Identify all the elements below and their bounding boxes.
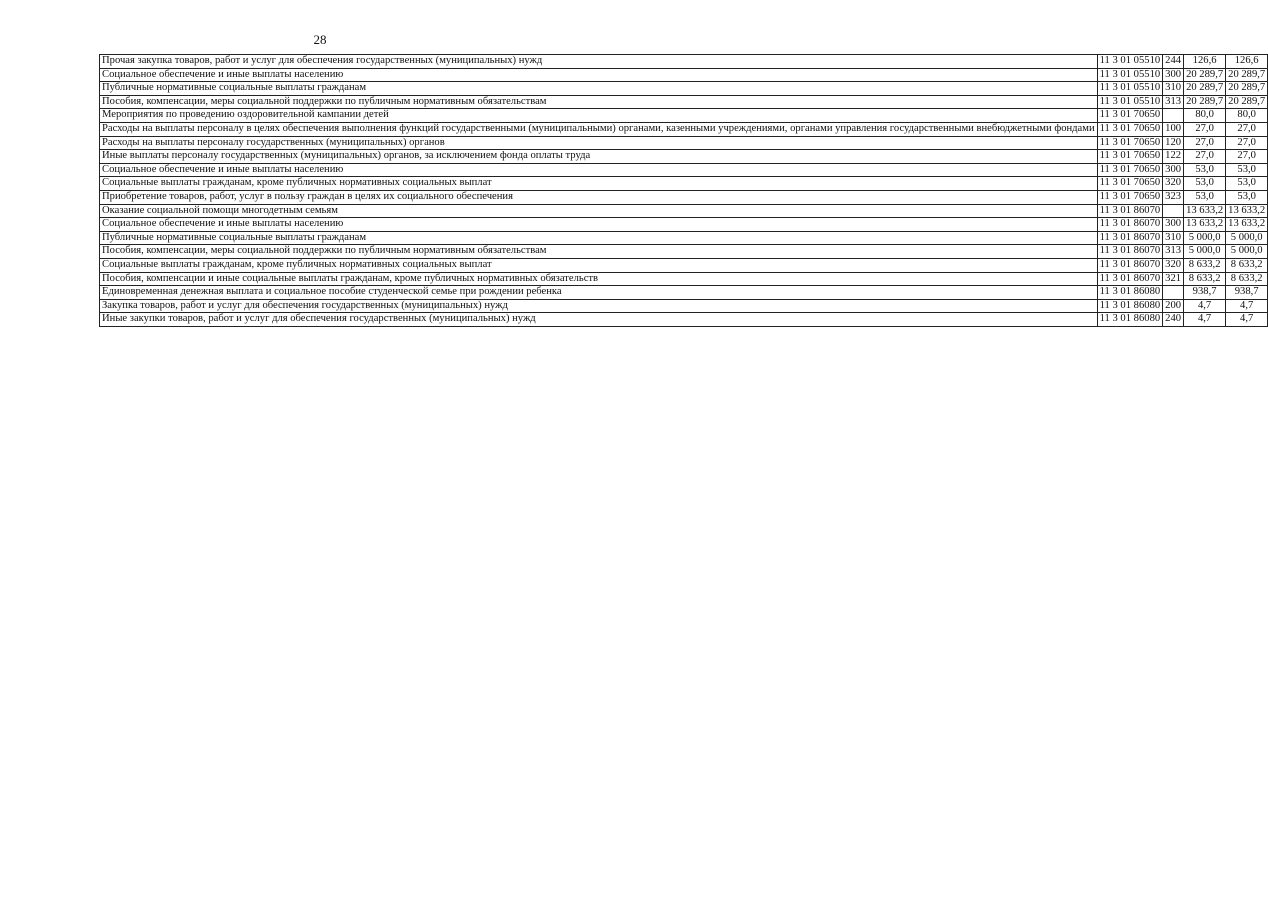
amount-year1-cell: 20 289,7 bbox=[1184, 95, 1226, 109]
expense-name-cell: Закупка товаров, работ и услуг для обеспечения государственных (муниципальных) нужд bbox=[100, 299, 1098, 313]
table-row bbox=[100, 136, 1268, 150]
expense-name-cell: Публичные нормативные социальные выплаты гражданам bbox=[100, 231, 1098, 245]
expense-name-cell: Расходы на выплаты персоналу в целях обеспечения выполнения функций государственными (муниципальными) органами, казенными учреждениями, органами управления государственными внебюджетными фондами bbox=[100, 122, 1098, 136]
expense-type-code-cell: 244 bbox=[1163, 55, 1184, 69]
target-article-code-cell: 11 3 01 70650 bbox=[1097, 109, 1163, 123]
expense-name-cell: Иные закупки товаров, работ и услуг для обеспечения государственных (муниципальных) нужд bbox=[100, 313, 1098, 327]
expense-type-code-cell: 310 bbox=[1163, 231, 1184, 245]
amount-year2-cell: 53,0 bbox=[1226, 190, 1268, 204]
expense-type-code-cell: 240 bbox=[1163, 313, 1184, 327]
amount-year2-cell: 20 289,7 bbox=[1226, 82, 1268, 96]
table-row bbox=[100, 55, 1268, 69]
expense-type-code-cell: 310 bbox=[1163, 82, 1184, 96]
table-row bbox=[100, 190, 1268, 204]
page-number: 28 bbox=[313, 32, 327, 47]
table-row bbox=[100, 272, 1268, 286]
expense-name-cell: Иные выплаты персоналу государственных (муниципальных) органов, за исключением фонда оплаты труда bbox=[100, 150, 1098, 164]
target-article-code-cell: 11 3 01 86070 bbox=[1097, 272, 1163, 286]
budget-table bbox=[99, 54, 1268, 327]
amount-year1-cell: 13 633,2 bbox=[1184, 204, 1226, 218]
amount-year1-cell: 4,7 bbox=[1184, 299, 1226, 313]
amount-year2-cell: 20 289,7 bbox=[1226, 95, 1268, 109]
expense-name-cell: Расходы на выплаты персоналу государственных (муниципальных) органов bbox=[100, 136, 1098, 150]
amount-year1-cell: 20 289,7 bbox=[1184, 68, 1226, 82]
target-article-code-cell: 11 3 01 86070 bbox=[1097, 245, 1163, 259]
amount-year1-cell: 80,0 bbox=[1184, 109, 1226, 123]
amount-year1-cell: 8 633,2 bbox=[1184, 272, 1226, 286]
table-row bbox=[100, 218, 1268, 232]
expense-type-code-cell: 100 bbox=[1163, 122, 1184, 136]
expense-type-code-cell: 323 bbox=[1163, 190, 1184, 204]
expense-type-code-cell bbox=[1163, 204, 1184, 218]
amount-year2-cell: 27,0 bbox=[1226, 136, 1268, 150]
expense-type-code-cell bbox=[1163, 109, 1184, 123]
expense-type-code-cell: 313 bbox=[1163, 95, 1184, 109]
table-row bbox=[100, 163, 1268, 177]
amount-year2-cell: 4,7 bbox=[1226, 299, 1268, 313]
amount-year2-cell: 80,0 bbox=[1226, 109, 1268, 123]
target-article-code-cell: 11 3 01 86070 bbox=[1097, 231, 1163, 245]
expense-name-cell: Оказание социальной помощи многодетным семьям bbox=[100, 204, 1098, 218]
target-article-code-cell: 11 3 01 86080 bbox=[1097, 313, 1163, 327]
table-row bbox=[100, 68, 1268, 82]
amount-year2-cell: 53,0 bbox=[1226, 163, 1268, 177]
amount-year1-cell: 27,0 bbox=[1184, 122, 1226, 136]
expense-name-cell: Приобретение товаров, работ, услуг в пользу граждан в целях их социального обеспечения bbox=[100, 190, 1098, 204]
amount-year2-cell: 13 633,2 bbox=[1226, 218, 1268, 232]
target-article-code-cell: 11 3 01 86070 bbox=[1097, 204, 1163, 218]
amount-year2-cell: 27,0 bbox=[1226, 150, 1268, 164]
amount-year1-cell: 4,7 bbox=[1184, 313, 1226, 327]
target-article-code-cell: 11 3 01 70650 bbox=[1097, 136, 1163, 150]
amount-year2-cell: 27,0 bbox=[1226, 122, 1268, 136]
amount-year1-cell: 27,0 bbox=[1184, 136, 1226, 150]
amount-year2-cell: 53,0 bbox=[1226, 177, 1268, 191]
table-row bbox=[100, 258, 1268, 272]
table-row bbox=[100, 313, 1268, 327]
table-row bbox=[100, 231, 1268, 245]
amount-year1-cell: 13 633,2 bbox=[1184, 218, 1226, 232]
amount-year1-cell: 5 000,0 bbox=[1184, 245, 1226, 259]
expense-name-cell: Социальное обеспечение и иные выплаты населению bbox=[100, 163, 1098, 177]
target-article-code-cell: 11 3 01 70650 bbox=[1097, 150, 1163, 164]
expense-name-cell: Социальное обеспечение и иные выплаты населению bbox=[100, 68, 1098, 82]
expense-name-cell: Социальные выплаты гражданам, кроме публичных нормативных социальных выплат bbox=[100, 177, 1098, 191]
target-article-code-cell: 11 3 01 86080 bbox=[1097, 299, 1163, 313]
amount-year1-cell: 126,6 bbox=[1184, 55, 1226, 69]
expense-name-cell: Пособия, компенсации, меры социальной поддержки по публичным нормативным обязательствам bbox=[100, 95, 1098, 109]
expense-name-cell: Мероприятия по проведению оздоровительной кампании детей bbox=[100, 109, 1098, 123]
table-row bbox=[100, 109, 1268, 123]
expense-type-code-cell: 300 bbox=[1163, 68, 1184, 82]
target-article-code-cell: 11 3 01 70650 bbox=[1097, 177, 1163, 191]
expense-type-code-cell: 120 bbox=[1163, 136, 1184, 150]
amount-year2-cell: 8 633,2 bbox=[1226, 258, 1268, 272]
table-row bbox=[100, 177, 1268, 191]
expense-type-code-cell: 300 bbox=[1163, 163, 1184, 177]
expense-name-cell: Единовременная денежная выплата и социальное пособие студенческой семье при рождении ребенка bbox=[100, 286, 1098, 300]
table-row bbox=[100, 150, 1268, 164]
amount-year1-cell: 5 000,0 bbox=[1184, 231, 1226, 245]
expense-type-code-cell: 321 bbox=[1163, 272, 1184, 286]
target-article-code-cell: 11 3 01 86070 bbox=[1097, 218, 1163, 232]
expense-name-cell: Прочая закупка товаров, работ и услуг для обеспечения государственных (муниципальных) нужд bbox=[100, 55, 1098, 69]
amount-year2-cell: 938,7 bbox=[1226, 286, 1268, 300]
expense-name-cell: Социальное обеспечение и иные выплаты населению bbox=[100, 218, 1098, 232]
table-row bbox=[100, 204, 1268, 218]
expense-name-cell: Публичные нормативные социальные выплаты гражданам bbox=[100, 82, 1098, 96]
target-article-code-cell: 11 3 01 05510 bbox=[1097, 95, 1163, 109]
amount-year1-cell: 53,0 bbox=[1184, 163, 1226, 177]
amount-year1-cell: 20 289,7 bbox=[1184, 82, 1226, 96]
expense-name-cell: Социальные выплаты гражданам, кроме публичных нормативных социальных выплат bbox=[100, 258, 1098, 272]
expense-type-code-cell: 122 bbox=[1163, 150, 1184, 164]
target-article-code-cell: 11 3 01 05510 bbox=[1097, 55, 1163, 69]
expense-type-code-cell: 300 bbox=[1163, 218, 1184, 232]
table-row bbox=[100, 82, 1268, 96]
amount-year1-cell: 27,0 bbox=[1184, 150, 1226, 164]
table-row bbox=[100, 299, 1268, 313]
amount-year2-cell: 4,7 bbox=[1226, 313, 1268, 327]
expense-type-code-cell: 320 bbox=[1163, 177, 1184, 191]
expense-type-code-cell: 320 bbox=[1163, 258, 1184, 272]
expense-name-cell: Пособия, компенсации и иные социальные выплаты гражданам, кроме публичных нормативных обязательств bbox=[100, 272, 1098, 286]
expense-type-code-cell: 313 bbox=[1163, 245, 1184, 259]
expense-type-code-cell: 200 bbox=[1163, 299, 1184, 313]
amount-year2-cell: 8 633,2 bbox=[1226, 272, 1268, 286]
target-article-code-cell: 11 3 01 05510 bbox=[1097, 82, 1163, 96]
amount-year2-cell: 126,6 bbox=[1226, 55, 1268, 69]
amount-year2-cell: 13 633,2 bbox=[1226, 204, 1268, 218]
amount-year2-cell: 20 289,7 bbox=[1226, 68, 1268, 82]
amount-year1-cell: 8 633,2 bbox=[1184, 258, 1226, 272]
target-article-code-cell: 11 3 01 05510 bbox=[1097, 68, 1163, 82]
table-row bbox=[100, 122, 1268, 136]
target-article-code-cell: 11 3 01 86070 bbox=[1097, 258, 1163, 272]
expense-type-code-cell bbox=[1163, 286, 1184, 300]
amount-year1-cell: 53,0 bbox=[1184, 177, 1226, 191]
table-row bbox=[100, 95, 1268, 109]
amount-year2-cell: 5 000,0 bbox=[1226, 231, 1268, 245]
budget-table-body bbox=[100, 55, 1268, 327]
amount-year1-cell: 938,7 bbox=[1184, 286, 1226, 300]
amount-year2-cell: 5 000,0 bbox=[1226, 245, 1268, 259]
target-article-code-cell: 11 3 01 86080 bbox=[1097, 286, 1163, 300]
target-article-code-cell: 11 3 01 70650 bbox=[1097, 122, 1163, 136]
target-article-code-cell: 11 3 01 70650 bbox=[1097, 190, 1163, 204]
amount-year1-cell: 53,0 bbox=[1184, 190, 1226, 204]
target-article-code-cell: 11 3 01 70650 bbox=[1097, 163, 1163, 177]
expense-name-cell: Пособия, компенсации, меры социальной поддержки по публичным нормативным обязательствам bbox=[100, 245, 1098, 259]
table-row bbox=[100, 245, 1268, 259]
table-row bbox=[100, 286, 1268, 300]
